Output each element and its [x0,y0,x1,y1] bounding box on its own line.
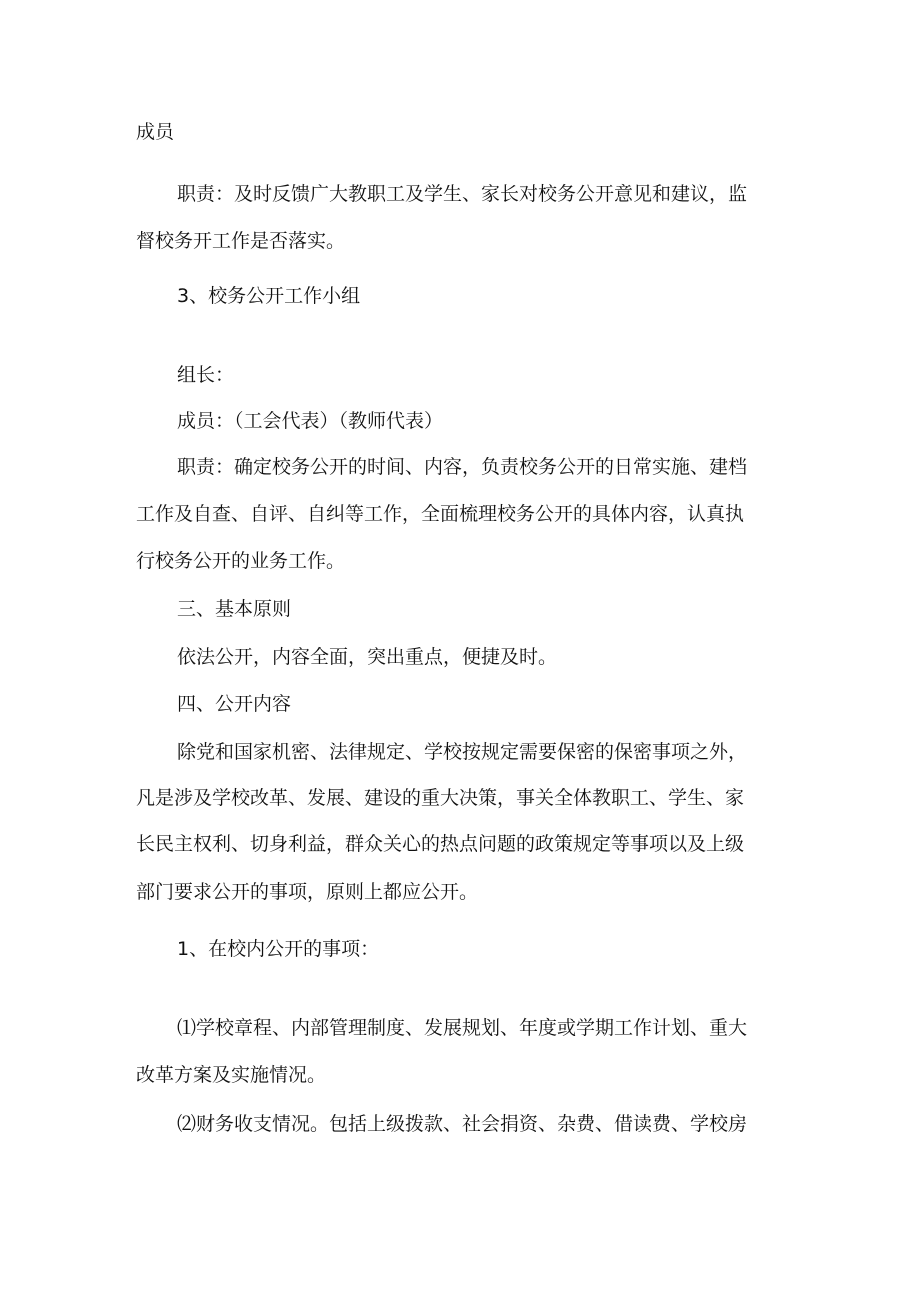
section-heading: 3、校务公开工作小组 [177,285,361,307]
text-line: 成员 [136,121,175,143]
text-line: 除党和国家机密、法律规定、学校按规定需要保密的保密事项之外， [177,741,748,763]
text-line: 组长： [177,364,235,386]
text-line: 部门要求公开的事项，原则上都应公开。 [136,881,479,903]
section-heading: 三、基本原则 [177,598,292,620]
text-line: 凡是涉及学校改革、发展、建设的重大决策，事关全体教职工、学生、家 [136,787,745,809]
text-line: ⑵财务收支情况。包括上级拨款、社会捐资、杂费、借读费、学校房 [177,1113,748,1135]
text-line: ⑴学校章程、内部管理制度、发展规划、年度或学期工作计划、重大 [177,1017,748,1039]
text-line: 职责：确定校务公开的时间、内容，负责校务公开的日常实施、建档 [177,456,748,478]
text-line: 成员：（工会代表）（教师代表） [177,410,444,432]
text-line: 依法公开，内容全面，突出重点，便捷及时。 [177,646,558,668]
text-line: 行校务公开的业务工作。 [136,550,346,572]
text-line: 工作及自查、自评、自纠等工作，全面梳理校务公开的具体内容，认真执 [136,503,745,525]
text-line: 改革方案及实施情况。 [136,1064,327,1086]
text-line: 督校务开工作是否落实。 [136,230,346,252]
text-line: 职责：及时反馈广大教职工及学生、家长对校务公开意见和建议，监 [177,183,748,205]
section-heading: 1、在校内公开的事项： [177,938,380,960]
section-heading: 四、公开内容 [177,693,292,715]
text-line: 长民主权利、切身利益，群众关心的热点问题的政策规定等事项以及上级 [136,833,745,855]
